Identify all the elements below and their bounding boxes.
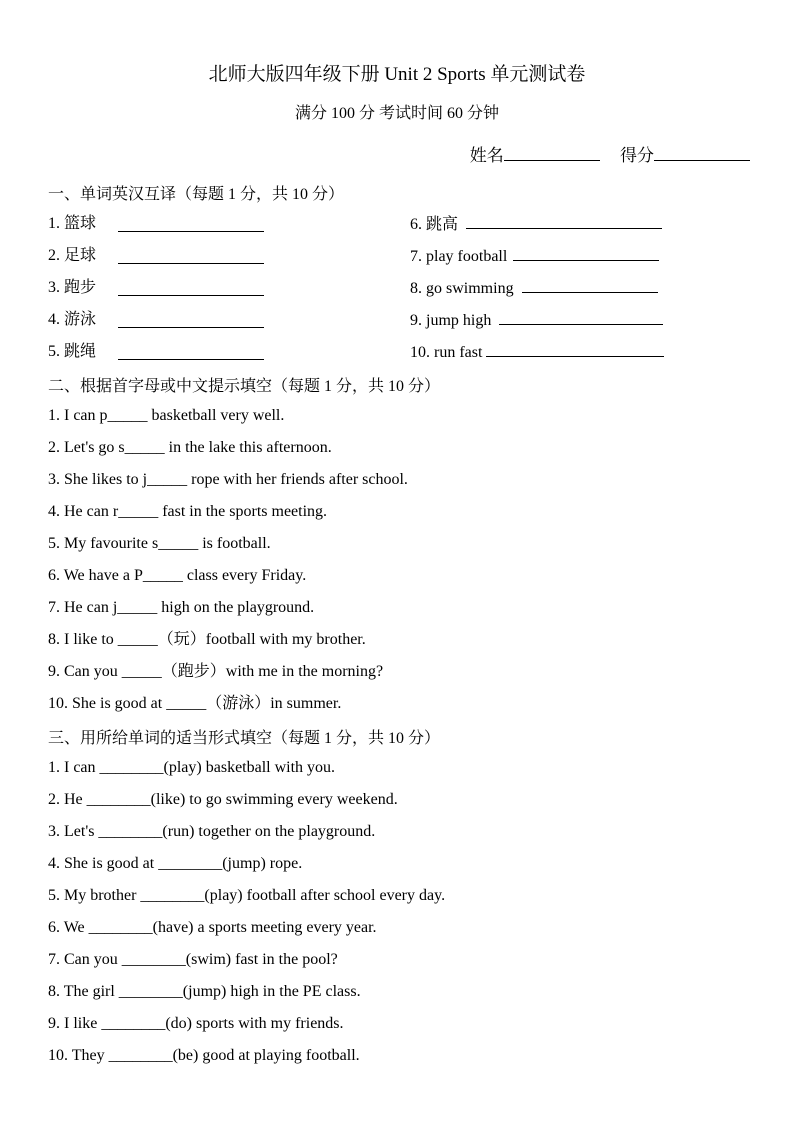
vocab-prompt: 8. go swimming [410,280,514,297]
vocab-prompt: 2. 足球 [48,247,97,264]
section-2-heading: 二、根据首字母或中文提示填空（每题 1 分，共 10 分） [48,378,441,395]
form-item[interactable]: 9. I like ________(do) sports with my friends. [48,1015,344,1032]
answer-blank[interactable] [118,313,264,328]
answer-blank[interactable] [466,214,662,229]
fill-item[interactable]: 10. She is good at _____（游泳）in summer. [48,695,342,712]
page-title: 北师大版四年级下册 Unit 2 Sports 单元测试卷 [208,64,586,85]
answer-blank[interactable] [522,278,658,293]
fill-item[interactable]: 1. I can p_____ basketball very well. [48,407,285,424]
answer-blank[interactable] [118,345,264,360]
vocab-prompt: 6. 跳高 [410,216,459,233]
answer-blank[interactable] [118,281,264,296]
section-1-heading: 一、单词英汉互译（每题 1 分，共 10 分） [48,186,345,203]
vocab-item-3 [48,278,96,298]
fill-item[interactable]: 8. I like to _____（玩）football with my brother. [48,631,366,648]
answer-blank[interactable] [118,249,264,264]
answer-blank[interactable] [486,342,664,357]
score-blank[interactable] [654,146,750,161]
vocab-item-6 [410,214,662,235]
vocab-item-8 [410,278,658,299]
fill-item[interactable]: 3. She likes to j_____ rope with her friends after school. [48,471,408,488]
form-item[interactable]: 7. Can you ________(swim) fast in the pool? [48,951,338,968]
fill-item[interactable]: 2. Let's go s_____ in the lake this afternoon. [48,439,332,456]
vocab-item-7 [410,246,659,267]
form-item[interactable]: 8. The girl ________(jump) high in the PE class. [48,983,361,1000]
vocab-item-2 [48,246,96,266]
name-score-row [470,141,750,166]
name-blank[interactable] [504,146,600,161]
fill-item[interactable]: 5. My favourite s_____ is football. [48,535,271,552]
fill-item[interactable]: 4. He can r_____ fast in the sports meeting. [48,503,328,520]
vocab-item-9 [410,310,663,331]
vocab-prompt: 3. 跑步 [48,279,97,296]
form-item[interactable]: 6. We ________(have) a sports meeting every year. [48,919,377,936]
fill-item[interactable]: 6. We have a P_____ class every Friday. [48,567,307,584]
section-3-heading: 三、用所给单词的适当形式填空（每题 1 分，共 10 分） [48,730,441,747]
vocab-prompt: 9. jump high [410,312,492,329]
answer-blank[interactable] [513,246,659,261]
vocab-item-1 [48,214,96,234]
form-item[interactable]: 5. My brother ________(play) football after school every day. [48,887,446,904]
vocab-item-4 [48,310,96,330]
form-item[interactable]: 4. She is good at ________(jump) rope. [48,855,303,872]
fill-item[interactable]: 9. Can you _____（跑步）with me in the morning? [48,663,384,680]
answer-blank[interactable] [499,310,663,325]
vocab-prompt: 4. 游泳 [48,311,97,328]
vocab-prompt: 7. play football [410,248,508,265]
answer-blank[interactable] [118,217,264,232]
form-item[interactable]: 1. I can ________(play) basketball with you. [48,759,336,776]
vocab-item-10 [410,342,664,363]
exam-info: 满分 100 分 考试时间 60 分钟 [294,105,499,122]
vocab-prompt: 5. 跳绳 [48,343,97,360]
vocab-prompt: 1. 篮球 [48,215,97,232]
vocab-prompt: 10. run fast [410,344,483,361]
name-label: 姓名 [469,146,504,165]
form-item[interactable]: 3. Let's ________(run) together on the playground. [48,823,376,840]
fill-item[interactable]: 7. He can j_____ high on the playground. [48,599,315,616]
form-item[interactable]: 2. He ________(like) to go swimming every weekend. [48,791,398,808]
vocab-item-5 [48,342,96,362]
score-label: 得分 [620,146,654,165]
form-item[interactable]: 10. They ________(be) good at playing football. [48,1047,360,1064]
